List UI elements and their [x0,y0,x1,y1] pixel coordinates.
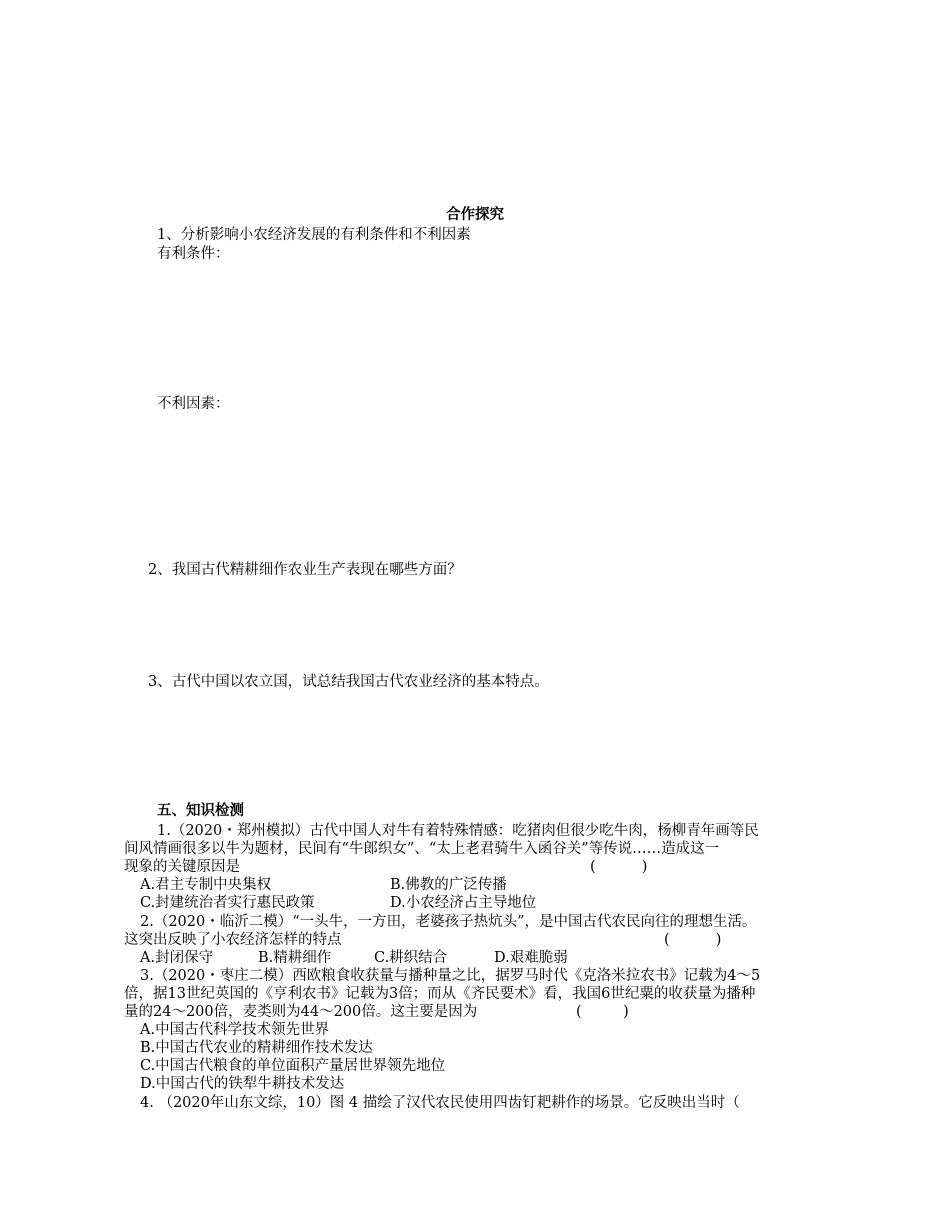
item-1-option-c: C.封建统治者实行惠民政策 [140,895,315,911]
item-2-option-b: B.精耕细作 [258,950,332,966]
item-2-option-d: D.艰难脆弱 [494,950,568,966]
item-3-line-2: 倍，据13世纪英国的《亨利农书》记载为3倍；而从《齐民要术》看，我国6世纪粟的收获量为播种 [124,986,756,1002]
question-3-text: 3、古代中国以农立国，试总结我国古代农业经济的基本特点。 [148,674,549,690]
item-2-answer-bracket: ( ) [664,932,722,948]
item-1-line-3: 现象的关键原因是 [124,859,240,875]
item-3-option-b: B.中国古代农业的精耕细作技术发达 [140,1040,373,1056]
item-3-option-d: D.中国古代的铁犁牛耕技术发达 [140,1076,345,1092]
section-title-knowledge-check: 五、知识检测 [157,802,244,819]
item-3-option-c: C.中国古代粮食的单位面积产量居世界领先地位 [140,1058,446,1074]
item-3-line-1: 3.（2020・枣庄二模）西欧粮食收获量与播种量之比，据罗马时代《克洛米拉农书》记载为4～5 [140,968,761,984]
item-1-option-b: B.佛教的广泛传播 [390,877,507,893]
item-1-answer-bracket: ( ) [590,859,648,875]
question-1-unfavorable-label: 不利因素： [157,396,230,412]
item-1-line-1: 1.（2020・郑州模拟）古代中国人对牛有着特殊情感：吃猪肉但很少吃牛肉，杨柳青年画等民 [157,823,759,839]
item-2-line-1: 2.（2020・临沂二模）“一头牛，一方田，老婆孩子热炕头”，是中国古代农民向往的理想生活。 [140,914,757,930]
question-1-favorable-label: 有利条件： [157,246,230,262]
item-2-option-a: A.封闭保守 [140,950,214,966]
item-3-answer-bracket: ( ) [576,1004,629,1020]
item-3-line-3: 量的24～200倍，麦类则为44～200倍。这主要是因为 [124,1004,478,1020]
item-3-option-a: A.中国古代科学技术领先世界 [140,1022,330,1038]
item-1-option-d: D.小农经济占主导地位 [390,895,537,911]
item-4-line-1: 4. （2020年山东文综，10）图 4 描绘了汉代农民使用四齿钉耙耕作的场景。它反映出当时（ [140,1095,740,1111]
section-title-cooperative-inquiry: 合作探究 [446,206,504,223]
item-2-line-2: 这突出反映了小农经济怎样的特点 [124,932,342,948]
question-1-text: 1、分析影响小农经济发展的有利条件和不利因素 [157,227,471,243]
item-1-line-2: 间风情画很多以牛为题材，民间有“牛郎织女”、“太上老君骑牛入函谷关”等传说……造成这一 [124,841,720,857]
item-2-option-c: C.耕织结合 [374,950,448,966]
question-2-text: 2、我国古代精耕细作农业生产表现在哪些方面？ [148,562,462,578]
item-1-option-a: A.君主专制中央集权 [140,877,272,893]
